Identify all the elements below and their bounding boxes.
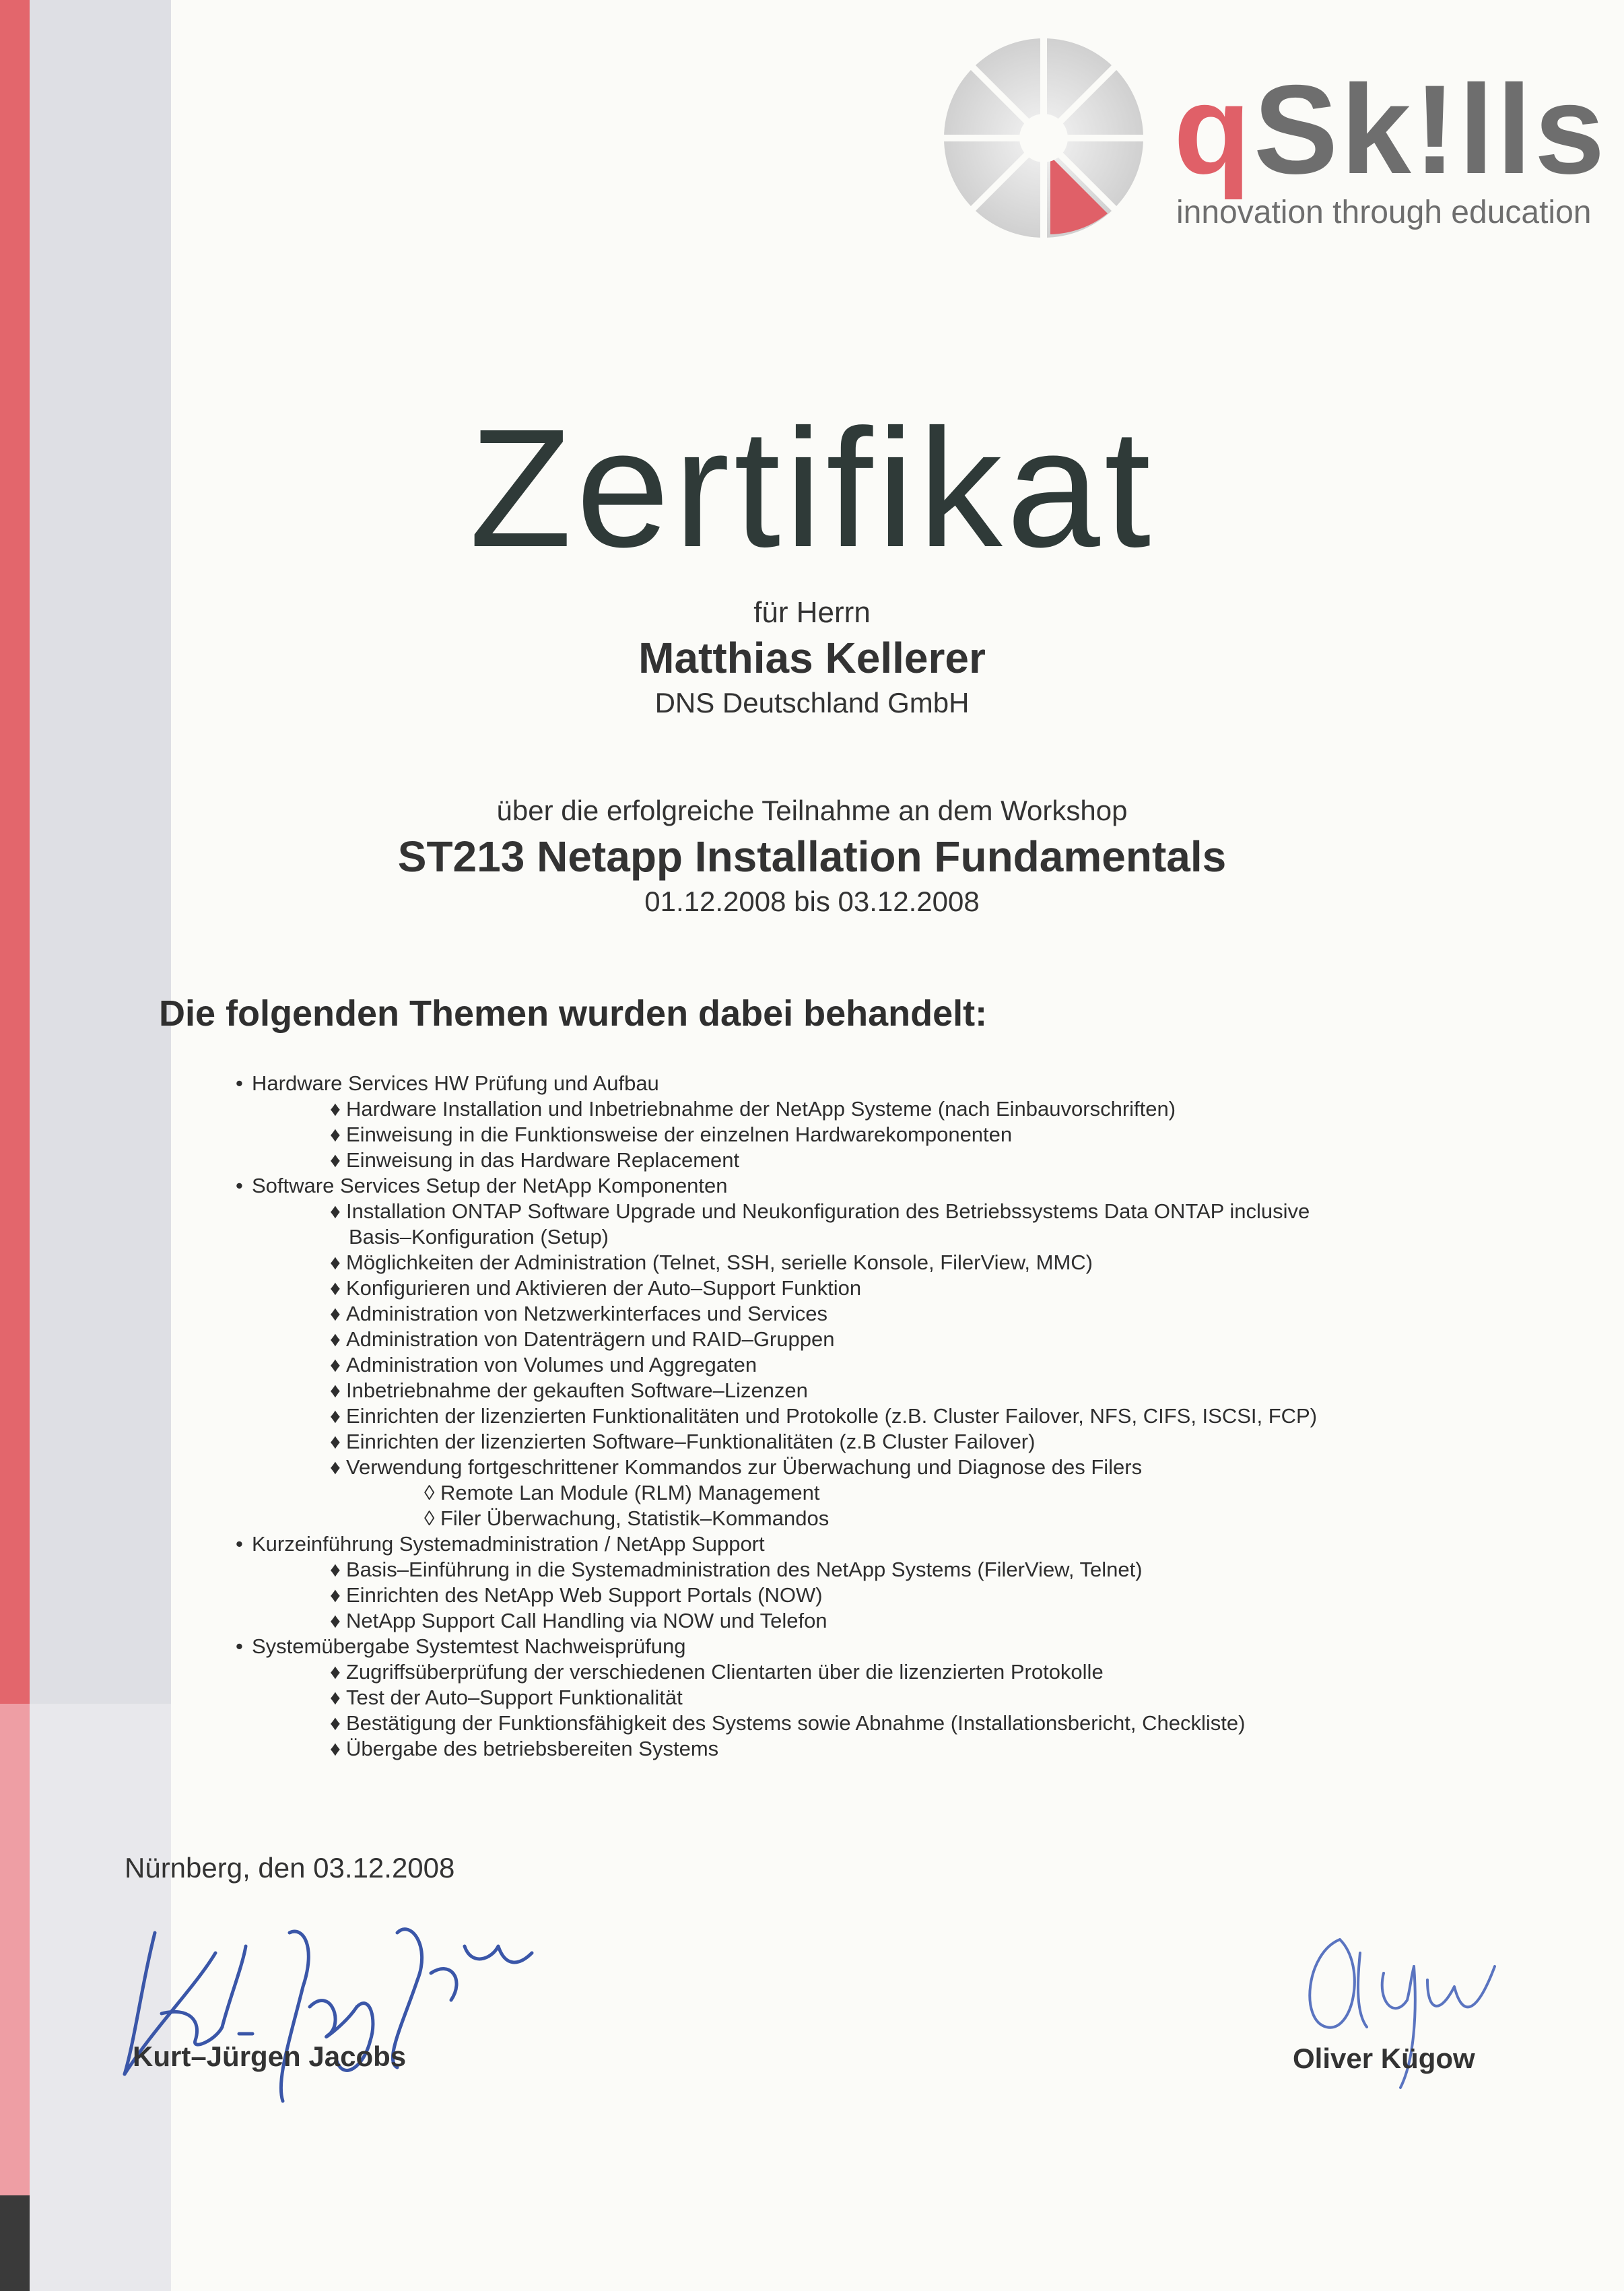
diamond-bullet-icon: ♦ [330,1123,341,1146]
topic-item [236,1608,1515,1634]
diamond-bullet-icon: ♦ [330,1302,341,1325]
diamond-bullet-icon: ♦ [330,1558,341,1581]
topic-item-text: Verwendung fortgeschrittener Kommandos zur Überwachung und Diagnose des Filers [346,1455,1143,1479]
topic-item [236,1327,1515,1352]
topic-group [236,1173,1515,1531]
topic-item-text: Inbetriebnahme der gekauften Software–Lizenzen [346,1379,808,1402]
diamond-bullet-icon: ♦ [330,1251,341,1274]
hollow-diamond-icon: ◊ [424,1506,435,1530]
diamond-bullet-icon: ♦ [330,1148,341,1172]
topic-item-text: Möglichkeiten der Administration (Telnet, SSH, serielle Konsole, FilerView, MMC) [346,1251,1093,1274]
signer-left-name: Kurt–Jürgen Jacobs [133,2040,407,2072]
topic-item [236,1583,1515,1608]
topic-item [236,1711,1515,1736]
topic-subitem-text: Remote Lan Module (RLM) Management [440,1481,820,1504]
topic-label: Kurzeinführung Systemadministration / NetApp Support [252,1532,765,1556]
topic-item [236,1250,1515,1275]
diamond-bullet-icon: ♦ [330,1737,341,1760]
diamond-bullet-icon: ♦ [330,1609,341,1632]
topic-label: Systemübergabe Systemtest Nachweisprüfung [252,1634,686,1658]
qskills-logo [939,27,1606,242]
signature-left-icon [114,1906,572,2108]
topic-group [236,1071,1515,1173]
topic-item [236,1301,1515,1327]
topic-item-text: Basis–Einführung in die Systemadministration des NetApp Systems (FilerView, Telnet) [346,1558,1143,1581]
topic-item-text: Einrichten der lizenzierten Software–Funktionalitäten (z.B Cluster Failover) [346,1430,1036,1453]
topic-item [236,1736,1515,1762]
logo-wordmark-q: q [1174,59,1254,200]
topic-item [236,1378,1515,1403]
logo-wordmark [1174,59,1608,200]
topic-item [236,1096,1515,1122]
topic-item-continuation: Basis–Konfiguration (Setup) [349,1225,609,1249]
diamond-bullet-icon: ♦ [330,1097,341,1121]
participation-statement: über die erfolgreiche Teilnahme an dem Workshop [496,795,1128,826]
topic-subitem [236,1506,1515,1531]
bullet-icon: • [236,1071,243,1095]
topic-item-text: Einweisung in die Funktionsweise der einzelnen Hardwarekomponenten [346,1123,1013,1146]
diamond-bullet-icon: ♦ [330,1379,341,1402]
topic-label: Hardware Services HW Prüfung und Aufbau [252,1071,659,1095]
diamond-bullet-icon: ♦ [330,1660,341,1684]
diamond-bullet-icon: ♦ [330,1276,341,1300]
topic-item-text: NetApp Support Call Handling via NOW und Telefon [346,1609,827,1632]
topic-item-text: Einrichten der lizenzierten Funktionalitäten und Protokolle (z.B. Cluster Failover, NFS, CIFS, ISCSI, FCP) [346,1404,1318,1428]
qskills-logo-mark-icon [939,34,1148,242]
topic-item [236,1199,1515,1224]
topic-item [236,1352,1515,1378]
recipient-name: Matthias Kellerer [638,634,986,682]
topic-item-text: Bestätigung der Funktionsfähigkeit des Systems sowie Abnahme (Installationsbericht, Checkliste) [346,1711,1246,1735]
topic-item [236,1429,1515,1455]
place-and-date: Nürnberg, den 03.12.2008 [125,1852,455,1884]
diamond-bullet-icon: ♦ [330,1430,341,1453]
topic-group [236,1634,1515,1762]
diamond-bullet-icon: ♦ [330,1686,341,1709]
topics-heading: Die folgenden Themen wurden dabei behandelt: [159,993,988,1034]
topic-item [236,1148,1515,1173]
diamond-bullet-icon: ♦ [330,1583,341,1607]
course-dates: 01.12.2008 bis 03.12.2008 [644,886,980,917]
topic-item [236,1455,1515,1480]
topic-item [236,1403,1515,1429]
topic-item-text: Einrichten des NetApp Web Support Portals (NOW) [346,1583,823,1607]
diamond-bullet-icon: ♦ [330,1199,341,1223]
topic-heading [236,1531,1515,1557]
diamond-bullet-icon: ♦ [330,1404,341,1428]
diamond-bullet-icon: ♦ [330,1455,341,1479]
logo-wordmark-rest: Sk!lls [1253,59,1608,200]
hollow-diamond-icon: ◊ [424,1481,435,1504]
bullet-icon: • [236,1532,243,1556]
topics-list [236,1071,1515,1762]
topic-item-text: Einweisung in das Hardware Replacement [346,1148,740,1172]
topic-item [236,1685,1515,1711]
topic-subitem-text: Filer Überwachung, Statistik–Kommandos [440,1506,830,1530]
topic-item-text: Administration von Netzwerkinterfaces und Services [346,1302,828,1325]
topic-item [236,1275,1515,1301]
topic-item [236,1122,1515,1148]
signer-right-name: Oliver Kügow [1293,2043,1475,2074]
diamond-bullet-icon: ♦ [330,1353,341,1376]
topic-item-text: Administration von Volumes und Aggregaten [346,1353,757,1376]
topic-item-text: Test der Auto–Support Funktionalität [346,1686,683,1709]
scan-edge [0,2195,30,2291]
topic-item-text: Hardware Installation und Inbetriebnahme der NetApp Systeme (nach Einbauvorschriften) [346,1097,1176,1121]
topic-item-text: Übergabe des betriebsbereiten Systems [346,1737,719,1760]
topic-label: Software Services Setup der NetApp Komponenten [252,1174,728,1197]
topic-subitem [236,1480,1515,1506]
logo-tagline: innovation through education [1176,195,1592,230]
diamond-bullet-icon: ♦ [330,1327,341,1351]
diamond-bullet-icon: ♦ [330,1711,341,1735]
topic-heading [236,1634,1515,1659]
course-title: ST213 Netapp Installation Fundamentals [397,832,1227,881]
bullet-icon: • [236,1634,243,1658]
topic-item [236,1659,1515,1685]
topic-item-text: Zugriffsüberprüfung der verschiedenen Clientarten über die lizenzierten Protokolle [346,1660,1104,1684]
certificate-title: Zertifikat [469,394,1155,582]
topic-item-text: Administration von Datenträgern und RAID–Gruppen [346,1327,835,1351]
bullet-icon: • [236,1174,243,1197]
salutation: für Herrn [753,596,871,629]
topic-heading [236,1071,1515,1096]
topic-group [236,1531,1515,1634]
topic-heading [236,1173,1515,1199]
left-accent-stripe [0,0,30,2291]
recipient-company: DNS Deutschland GmbH [654,687,970,719]
topic-item-text: Konfigurieren und Aktivieren der Auto–Support Funktion [346,1276,862,1300]
topic-item [236,1557,1515,1583]
signature-right-icon [1293,1926,1508,2101]
topic-item-text: Installation ONTAP Software Upgrade und Neukonfiguration des Betriebssystems Data ONTAP inclusive [346,1199,1310,1223]
